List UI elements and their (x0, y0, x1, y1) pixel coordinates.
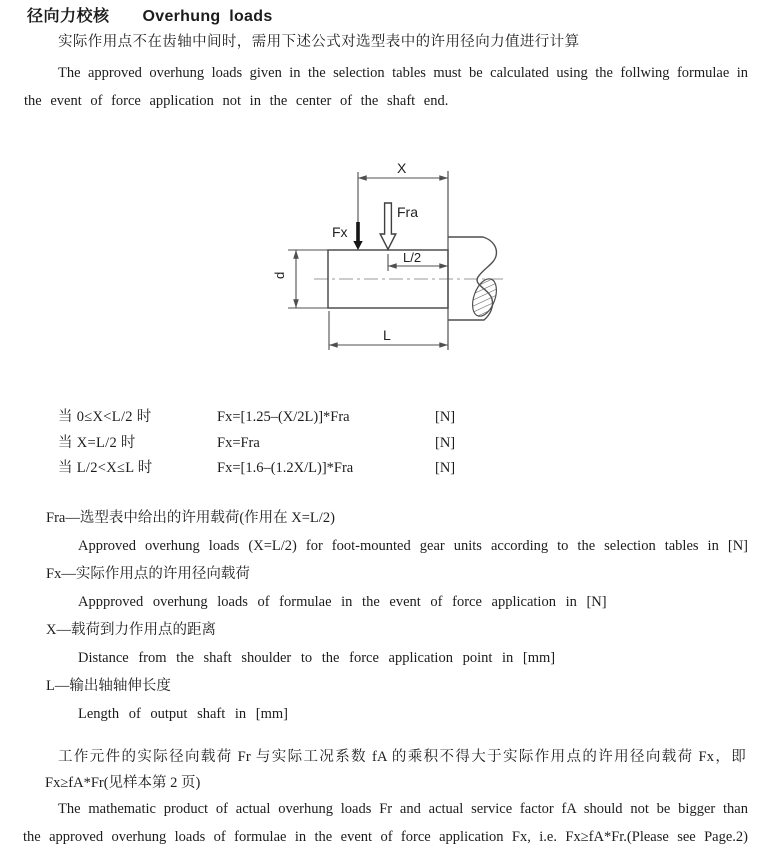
fx-arrow-head (353, 241, 362, 250)
note-english-line1: The mathematic product of actual overhung loads Fr and actual service factor fA should not be bigger than (58, 801, 748, 817)
formula-row (58, 456, 698, 482)
intro-english-line1: The approved overhung loads given in the selection tables must be calculated using the follwing formulae in (58, 65, 748, 81)
intro-chinese: 实际作用点不在齿轴中间时，需用下述公式对选型表中的许用径向力值进行计算 (58, 34, 580, 50)
fx-arrow-shaft (356, 222, 360, 242)
formula-expression: Fx=[1.6–(1.2X/L)]*Fra (217, 460, 354, 477)
definition-desc-fx: Appproved overhung loads of formulae in the event of force application in [N] (78, 594, 607, 610)
formula-expression: Fx=Fra (217, 434, 260, 451)
formula-unit: [N] (435, 409, 456, 425)
hatched-section (468, 276, 501, 320)
formula-row (58, 431, 698, 457)
formula-condition: 当 L/2<X≤L 时 (58, 460, 153, 477)
d-label: d (272, 271, 287, 279)
definition-term-fx: Fx—实际作用点的许用径向载荷 (46, 566, 250, 582)
half-l-label: L/2 (403, 250, 422, 265)
definition-term-l: L—输出轴轴伸长度 (46, 678, 171, 694)
note-chinese-line2: Fx≥fA*Fr(见样本第 2 页) (45, 775, 201, 791)
intro-english-line2: the event of force application not in the center of the shaft end. (24, 93, 449, 109)
formula-table (58, 405, 698, 482)
definition-desc-l: Length of output shaft in [mm] (78, 706, 289, 722)
l-label: L (383, 327, 391, 343)
formula-expression: Fx=[1.25–(X/2L)]*Fra (217, 409, 350, 425)
page-title-en: Overhung loads (142, 8, 273, 25)
formula-unit: [N] (435, 460, 456, 477)
formula-condition: 当 X=L/2 时 (58, 434, 136, 451)
definition-term-fra: Fra—选型表中给出的许用载荷(作用在 X=L/2) (46, 510, 335, 526)
page-title (27, 3, 273, 26)
fra-label: Fra (397, 204, 418, 220)
definition-desc-x: Distance from the shaft shoulder to the force application point in [mm] (78, 650, 556, 666)
definition-desc-fra: Approved overhung loads (X=L/2) for foot-mounted gear units according to the selection tables in [N] (78, 538, 748, 554)
intro-english (24, 59, 748, 115)
fra-arrow (380, 203, 396, 249)
page-title-cn: 径向力校核 (27, 8, 110, 25)
shaft-load-diagram (270, 158, 520, 358)
x-dim-label: X (397, 160, 407, 176)
note-chinese-line1: 工作元件的实际径向载荷 Fr 与实际工况系数 fA 的乘积不得大于实际作用点的许用径向载荷 Fx，即 (58, 749, 746, 765)
formula-condition: 当 0≤X<L/2 时 (58, 409, 152, 425)
formula-row (58, 405, 698, 431)
note-english-line2: the approved overhung loads of formulae in the event of force application Fx, i.e. Fx≥fA*Fr.(Please see Page.2) (23, 829, 748, 845)
definition-term-x: X—载荷到力作用点的距离 (46, 622, 216, 638)
fx-label: Fx (332, 224, 348, 240)
formula-unit: [N] (435, 434, 456, 451)
symbol-definitions (46, 504, 748, 728)
